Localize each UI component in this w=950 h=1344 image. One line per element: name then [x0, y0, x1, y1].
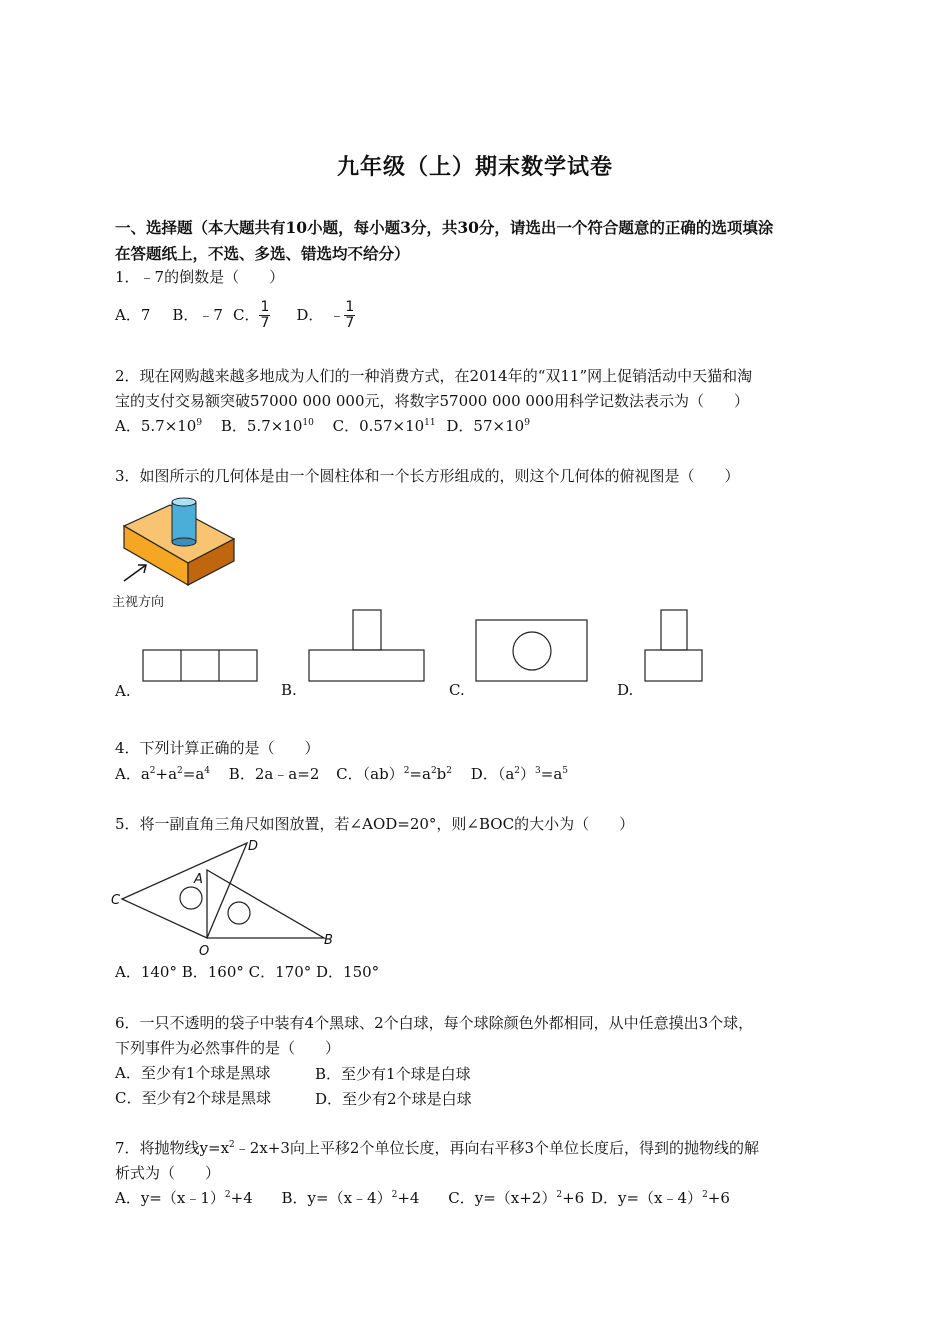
q3-label-c: C.: [449, 681, 465, 699]
q1-stem: 1．﹣7的倒数是（ ）: [115, 268, 285, 286]
q3-stem: 3．如图所示的几何体是由一个圆柱体和一个长方形组成的，则这个几何体的俯视图是（ ）: [115, 467, 740, 485]
q7-option-d: D．y=（x﹣4）$^2$+6: [590, 1189, 730, 1207]
page-title: 九年级（上）期末数学试卷: [336, 154, 613, 180]
triangle-aob: [207, 870, 324, 938]
q5-stem: 5．将一副直角三角尺如图放置，若∠AOD=20°，则∠BOC的大小为（ ）: [115, 815, 635, 833]
direction-label: 主视方向: [112, 595, 165, 610]
q7-options: [115, 1188, 730, 1208]
frac-numerator: 1: [260, 298, 270, 315]
q6-option-c: C．至少有2个球是黑球: [115, 1089, 272, 1107]
section-heading-line2: 在答题纸上，不选、多选、错选均不给分）: [115, 244, 410, 263]
frac-denominator: 7: [260, 314, 270, 331]
section-heading-line1: 一、选择题（本大题共有10小题，每小题3分，共30分，请选出一个符合题意的正确的选项填涂: [115, 218, 774, 237]
q6-line1: 6．一只不透明的袋子中装有4个黑球、2个白球，每个球除颜色外都相同，从中任意摸出3个球，: [115, 1014, 754, 1032]
q1-option-a: A．7: [115, 306, 151, 324]
label-c: C: [111, 893, 121, 908]
triangle-cdo: [122, 843, 247, 938]
label-b: B: [324, 933, 333, 948]
q6-option-b: B．至少有1个球是白球: [315, 1065, 471, 1083]
label-o: O: [199, 944, 210, 959]
q3-label-a: A.: [115, 682, 131, 700]
q7-option-a: A．y=（x﹣1）$^2$+4: [115, 1189, 253, 1207]
q4-option-d: D．$(a^2)^3=a^5$: [470, 765, 569, 783]
q7-line1: 7．将抛物线$y=x^2﹣2x+3$向上平移2个单位长度，再向右平移3个单位长度后，得到的抛物线的解: [115, 1139, 759, 1157]
q5-options: A．140° B．160° C．170° D．150°: [115, 963, 380, 981]
q2-line2: 宝的支付交易额突破57000 000 000元，将数字57000 000 000用科学记数法表示为（ ）: [115, 392, 750, 410]
q4-option-a: A．$a^2+a^2=a^4$: [115, 765, 211, 783]
q7-option-c: C．$y=(x+2)^2+6$: [448, 1189, 585, 1207]
q2-option-c: C．$0.57\times 10^{11}$: [332, 417, 436, 435]
q3-label-b: B.: [281, 681, 297, 699]
q1-option-d-sign: ﹣: [329, 306, 345, 324]
q6-line2: 下列事件为必然事件的是（ ）: [115, 1039, 341, 1057]
label-a: A: [194, 872, 203, 887]
q6-option-d: D．至少有2个球是白球: [315, 1090, 472, 1108]
q7-option-b: B．y=（x﹣4）$^2$+4: [281, 1189, 420, 1207]
q2-option-a: A．$5.7\times 10^9$: [115, 417, 203, 435]
q2-line1: 2．现在网购越来越多地成为人们的一种消费方式，在2014年的“双11”网上促销活动中天猫和淘: [115, 367, 753, 385]
q4-option-c: C．$(ab)^2=a^2b^2$: [336, 765, 453, 783]
q2-option-d: D．$57\times 10^9$: [446, 417, 530, 435]
frac-numerator: 1: [345, 298, 355, 315]
q4-option-b: B．2a﹣a=2: [228, 765, 320, 783]
q2-option-b: B．$5.7\times 10^{10}$: [220, 417, 314, 435]
hole-circle: [180, 887, 202, 909]
q7-line2: 析式为（ ）: [115, 1164, 221, 1182]
q1-option-c-prefix: C．: [232, 306, 260, 324]
q3-label-d: D.: [617, 681, 634, 699]
frac-denominator: 7: [345, 314, 355, 331]
label-d: D: [248, 839, 259, 854]
q4-stem: 4．下列计算正确的是（ ）: [115, 739, 320, 757]
q6-option-a: A．至少有1个球是黑球: [115, 1064, 271, 1082]
q1-option-d-prefix: D．: [296, 306, 324, 324]
hole-circle: [228, 902, 250, 924]
q1-option-b: B．﹣7: [172, 306, 223, 324]
